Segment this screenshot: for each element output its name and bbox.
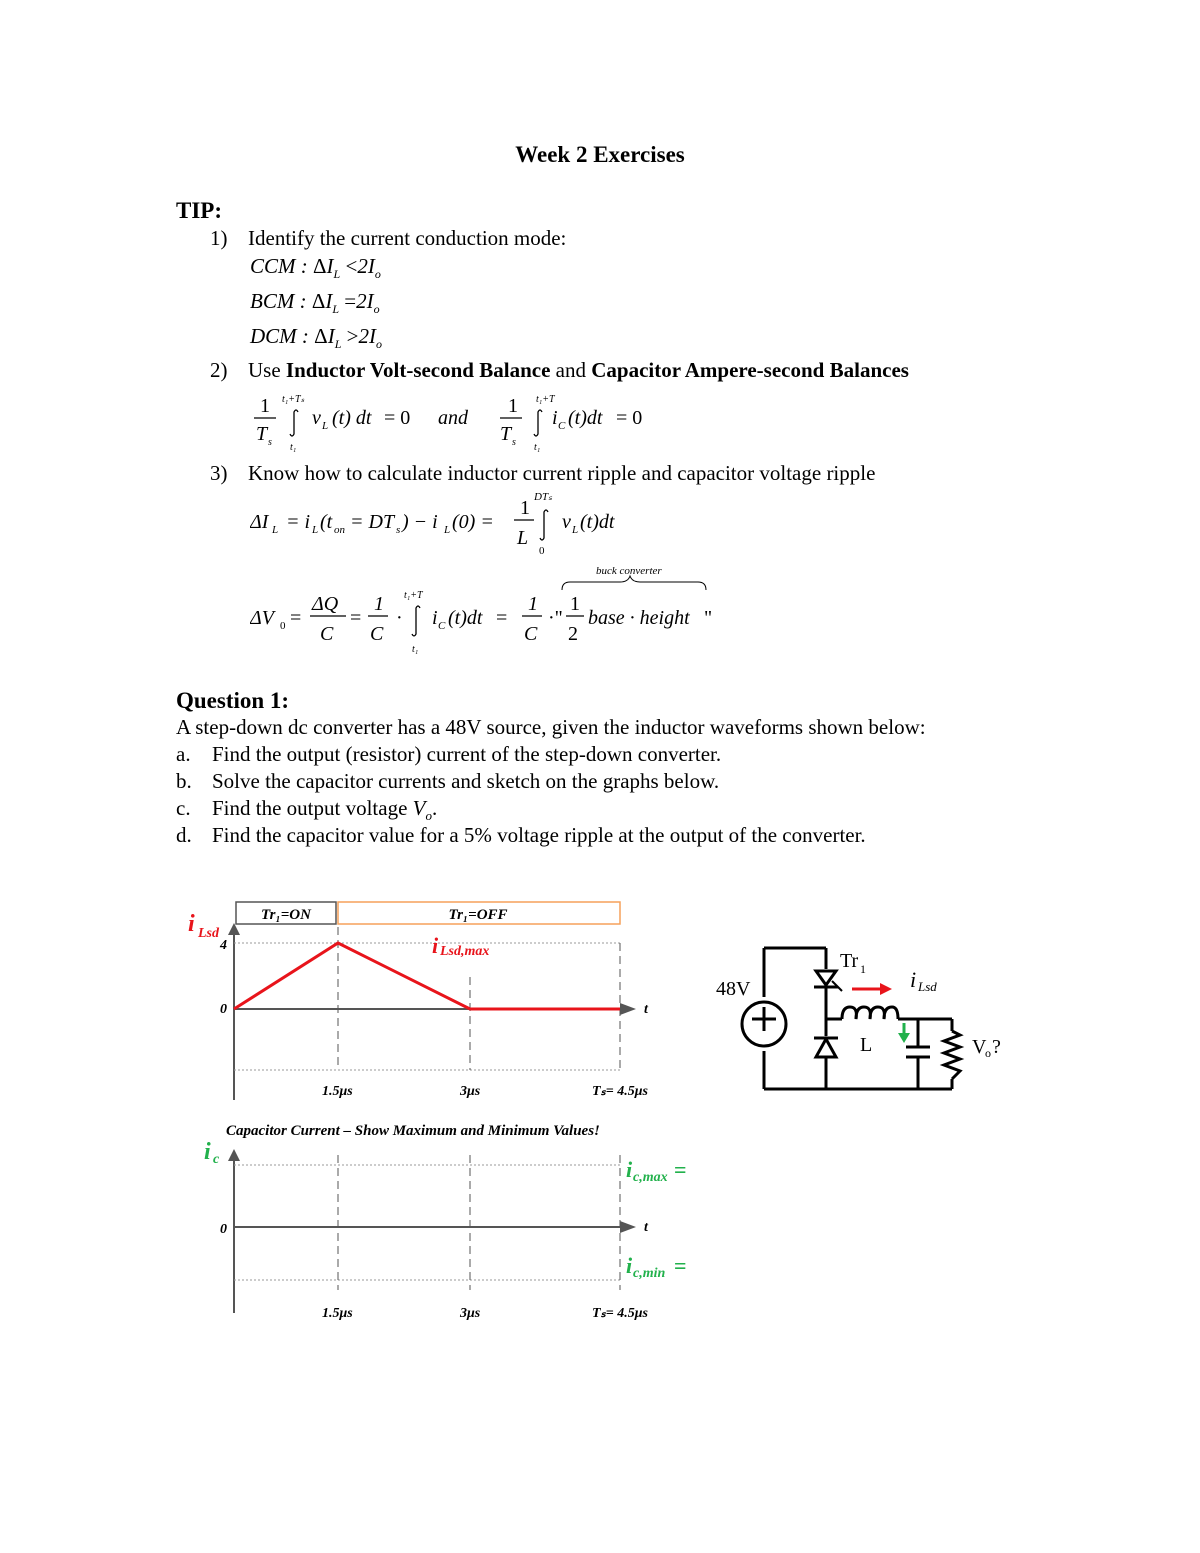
- tip-heading: TIP:: [176, 198, 222, 223]
- svg-text:1: 1: [508, 395, 518, 417]
- part-c-text: [212, 796, 437, 824]
- svg-text:L: L: [572, 524, 579, 536]
- question-intro: A step-down dc converter has a 48V source, given the inductor waveforms shown below:: [176, 715, 926, 739]
- ccm-label: CCM: [250, 254, 296, 278]
- svg-text:0: 0: [280, 620, 286, 632]
- svg-text:= i: = i: [286, 511, 311, 533]
- capacitor-ripple-equation: [250, 560, 730, 660]
- svg-text:ΔQ: ΔQ: [312, 593, 339, 615]
- svg-text:ΔI: ΔI: [250, 511, 269, 533]
- ic-x-tick-ts: Tₛ= 4.5μs: [592, 1306, 648, 1321]
- cap-current-arrow: [898, 1033, 910, 1043]
- vo-symbol: V: [412, 796, 426, 820]
- current-sub: Lsd: [918, 979, 937, 994]
- ic-min-label: i: [626, 1253, 633, 1278]
- svg-text:C: C: [524, 623, 538, 645]
- svg-text:=: =: [496, 607, 508, 629]
- dcm-equation: DCM : $\Delta I_L >2I_o$: [250, 324, 382, 352]
- svg-text:C: C: [558, 420, 566, 432]
- vo-question: ?: [992, 1036, 1001, 1058]
- source-label: 48V: [716, 978, 751, 1000]
- cap-graph-title: Capacitor Current – Show Maximum and Minimum Values!: [226, 1123, 600, 1139]
- tip-2-number: 2): [210, 358, 228, 382]
- svg-text:(t)dt: (t)dt: [448, 607, 483, 629]
- svg-text:L: L: [444, 524, 451, 536]
- svg-text:·: ·: [396, 607, 403, 629]
- tr-on-label: Tr₁=ON: [261, 907, 311, 923]
- svg-text:t₁+T: t₁+T: [536, 394, 555, 405]
- svg-text:L: L: [272, 524, 279, 536]
- ic-axis-sub: c: [213, 1152, 220, 1167]
- svg-text:0: 0: [539, 545, 545, 557]
- tip-2-pre: Use: [248, 358, 286, 382]
- dcm-label: DCM: [250, 324, 297, 348]
- x-tick-ts: Tₛ= 4.5μs: [592, 1084, 648, 1099]
- svg-text:= DT: = DT: [350, 511, 395, 533]
- svg-text:i: i: [432, 607, 438, 629]
- svg-text:L: L: [517, 527, 529, 549]
- vo-subscript: o: [425, 808, 432, 824]
- svg-text:(t)dt: (t)dt: [568, 407, 603, 429]
- svg-text:DTₛ: DTₛ: [534, 491, 553, 503]
- inductor-current-graph: [180, 895, 700, 1110]
- page-title: Week 2 Exercises: [515, 142, 685, 167]
- dcm-relation: >: [346, 324, 359, 348]
- ilsd-axis-label: i: [188, 911, 195, 937]
- svg-text:ΔV: ΔV: [250, 607, 274, 629]
- svg-text:(0) =: (0) =: [452, 511, 494, 533]
- current-label: i: [910, 967, 917, 992]
- svg-text:i: i: [552, 407, 558, 429]
- ic-min-sub: c,min: [633, 1266, 666, 1281]
- tip-1-text: Identify the current conduction mode:: [248, 226, 567, 250]
- svg-text:1: 1: [528, 593, 538, 615]
- eq-one: 1: [260, 395, 270, 417]
- svg-text:C: C: [370, 623, 384, 645]
- ic-x-tick-3us: 3μs: [460, 1306, 481, 1321]
- svg-text:·": ·": [548, 607, 563, 629]
- svg-text:on: on: [334, 524, 345, 536]
- bcm-label: BCM: [250, 289, 295, 313]
- part-d-letter: d.: [176, 823, 192, 847]
- switch-label: Tr: [840, 950, 859, 972]
- ilsd-max-label: i: [432, 933, 439, 958]
- y-tick-0: 0: [220, 1002, 227, 1017]
- and-word: and: [438, 407, 468, 429]
- ic-y-tick-0: 0: [220, 1222, 227, 1237]
- svg-text:=: =: [290, 607, 302, 629]
- svg-text:v: v: [562, 511, 571, 533]
- tip-2-bold-1: Inductor Volt-second Balance: [285, 358, 551, 382]
- freewheel-diode: [816, 1039, 836, 1057]
- ic-max-label: i: [626, 1157, 633, 1182]
- load-resistor: [944, 1031, 960, 1079]
- ilsd-max-sub: Lsd,max: [440, 944, 490, 959]
- svg-text:s: s: [396, 524, 401, 536]
- ic-min-equals: =: [674, 1253, 687, 1278]
- part-a-letter: a.: [176, 742, 191, 766]
- balance-equations: [250, 388, 670, 456]
- svg-text:) − i: ) − i: [402, 511, 438, 533]
- svg-text:t₁: t₁: [534, 442, 541, 453]
- capacitor-current-graph: [180, 1115, 720, 1325]
- svg-text:1: 1: [520, 497, 530, 519]
- buck-converter-label: buck converter: [596, 565, 662, 577]
- tip-1-number: 1): [210, 226, 228, 250]
- bcm-equation: BCM : $\Delta I_L =2I_o$: [250, 289, 380, 317]
- svg-text:C: C: [320, 623, 334, 645]
- tr-off-label: Tr₁=OFF: [448, 907, 508, 923]
- base-height: base · height: [588, 607, 690, 629]
- svg-text:=: =: [350, 607, 362, 629]
- tip-2-bold-2: Capacitor Ampere-second Balances: [591, 358, 909, 382]
- inductor-current-waveform: [234, 943, 620, 1009]
- part-b-letter: b.: [176, 769, 192, 793]
- switch-sub: 1: [860, 962, 866, 976]
- svg-text:t₁: t₁: [290, 442, 297, 453]
- x-tick-3us: 3μs: [460, 1084, 481, 1099]
- ic-max-equals: =: [674, 1157, 687, 1182]
- ic-t-label: t: [644, 1220, 648, 1235]
- part-c-letter: c.: [176, 796, 191, 820]
- vo-period: .: [431, 796, 438, 820]
- svg-text:T: T: [500, 423, 512, 445]
- tip-2-mid: and: [550, 358, 592, 382]
- part-b-text: Solve the capacitor currents and sketch on the graphs below.: [212, 769, 720, 793]
- inductor-ripple-equation: [250, 488, 650, 558]
- part-a-text: Find the output (resistor) current of the step-down converter.: [212, 742, 722, 766]
- part-c-body: Find the output voltage: [212, 796, 413, 820]
- ic-axis-label: i: [204, 1139, 211, 1165]
- svg-text:L: L: [312, 524, 319, 536]
- ccm-relation: <: [345, 254, 358, 278]
- ccm-equation: CCM : $\Delta I_L <2I_o$: [250, 254, 381, 282]
- svg-text:": ": [704, 607, 713, 629]
- tip-2-text: [248, 358, 909, 383]
- bcm-relation: =: [344, 289, 357, 313]
- svg-text:s: s: [512, 437, 516, 448]
- part-d-text: Find the capacitor value for a 5% voltage ripple at the output of the converter.: [212, 823, 866, 847]
- svg-text:1: 1: [570, 593, 580, 615]
- ilsd-axis-sub: Lsd: [198, 926, 219, 941]
- y-tick-4: 4: [220, 938, 227, 953]
- current-arrow: [880, 983, 892, 995]
- tip-3-text: Know how to calculate inductor current ripple and capacitor voltage ripple: [248, 461, 876, 485]
- svg-text:v: v: [312, 407, 321, 429]
- svg-text:t₁: t₁: [412, 644, 419, 655]
- svg-text:C: C: [438, 620, 446, 632]
- svg-text:L: L: [322, 420, 329, 432]
- tip-3-number: 3): [210, 461, 228, 485]
- ic-max-sub: c,max: [633, 1170, 668, 1185]
- vo-label: V: [972, 1036, 987, 1058]
- inductor: [842, 1007, 898, 1019]
- vo-sub: o: [985, 1046, 991, 1060]
- svg-text:s: s: [268, 437, 272, 448]
- x-tick-1-5us: 1.5μs: [322, 1084, 353, 1099]
- svg-text:= 0: = 0: [616, 407, 643, 429]
- svg-text:t₁+Tₛ: t₁+Tₛ: [282, 394, 305, 405]
- svg-text:T: T: [256, 423, 268, 445]
- ic-x-tick-1-5us: 1.5μs: [322, 1306, 353, 1321]
- svg-text:(t)dt: (t)dt: [580, 511, 615, 533]
- svg-text:1: 1: [374, 593, 384, 615]
- question-heading: Question 1:: [176, 688, 290, 713]
- svg-text:= 0: = 0: [384, 407, 411, 429]
- svg-text:(t) dt: (t) dt: [332, 407, 372, 429]
- svg-text:t₁+T: t₁+T: [404, 590, 423, 601]
- t-axis-label: t: [644, 1002, 648, 1017]
- buck-converter-circuit: [700, 935, 1030, 1105]
- svg-text:2: 2: [568, 623, 578, 645]
- inductor-label: L: [860, 1034, 873, 1056]
- svg-text:(t: (t: [320, 511, 333, 533]
